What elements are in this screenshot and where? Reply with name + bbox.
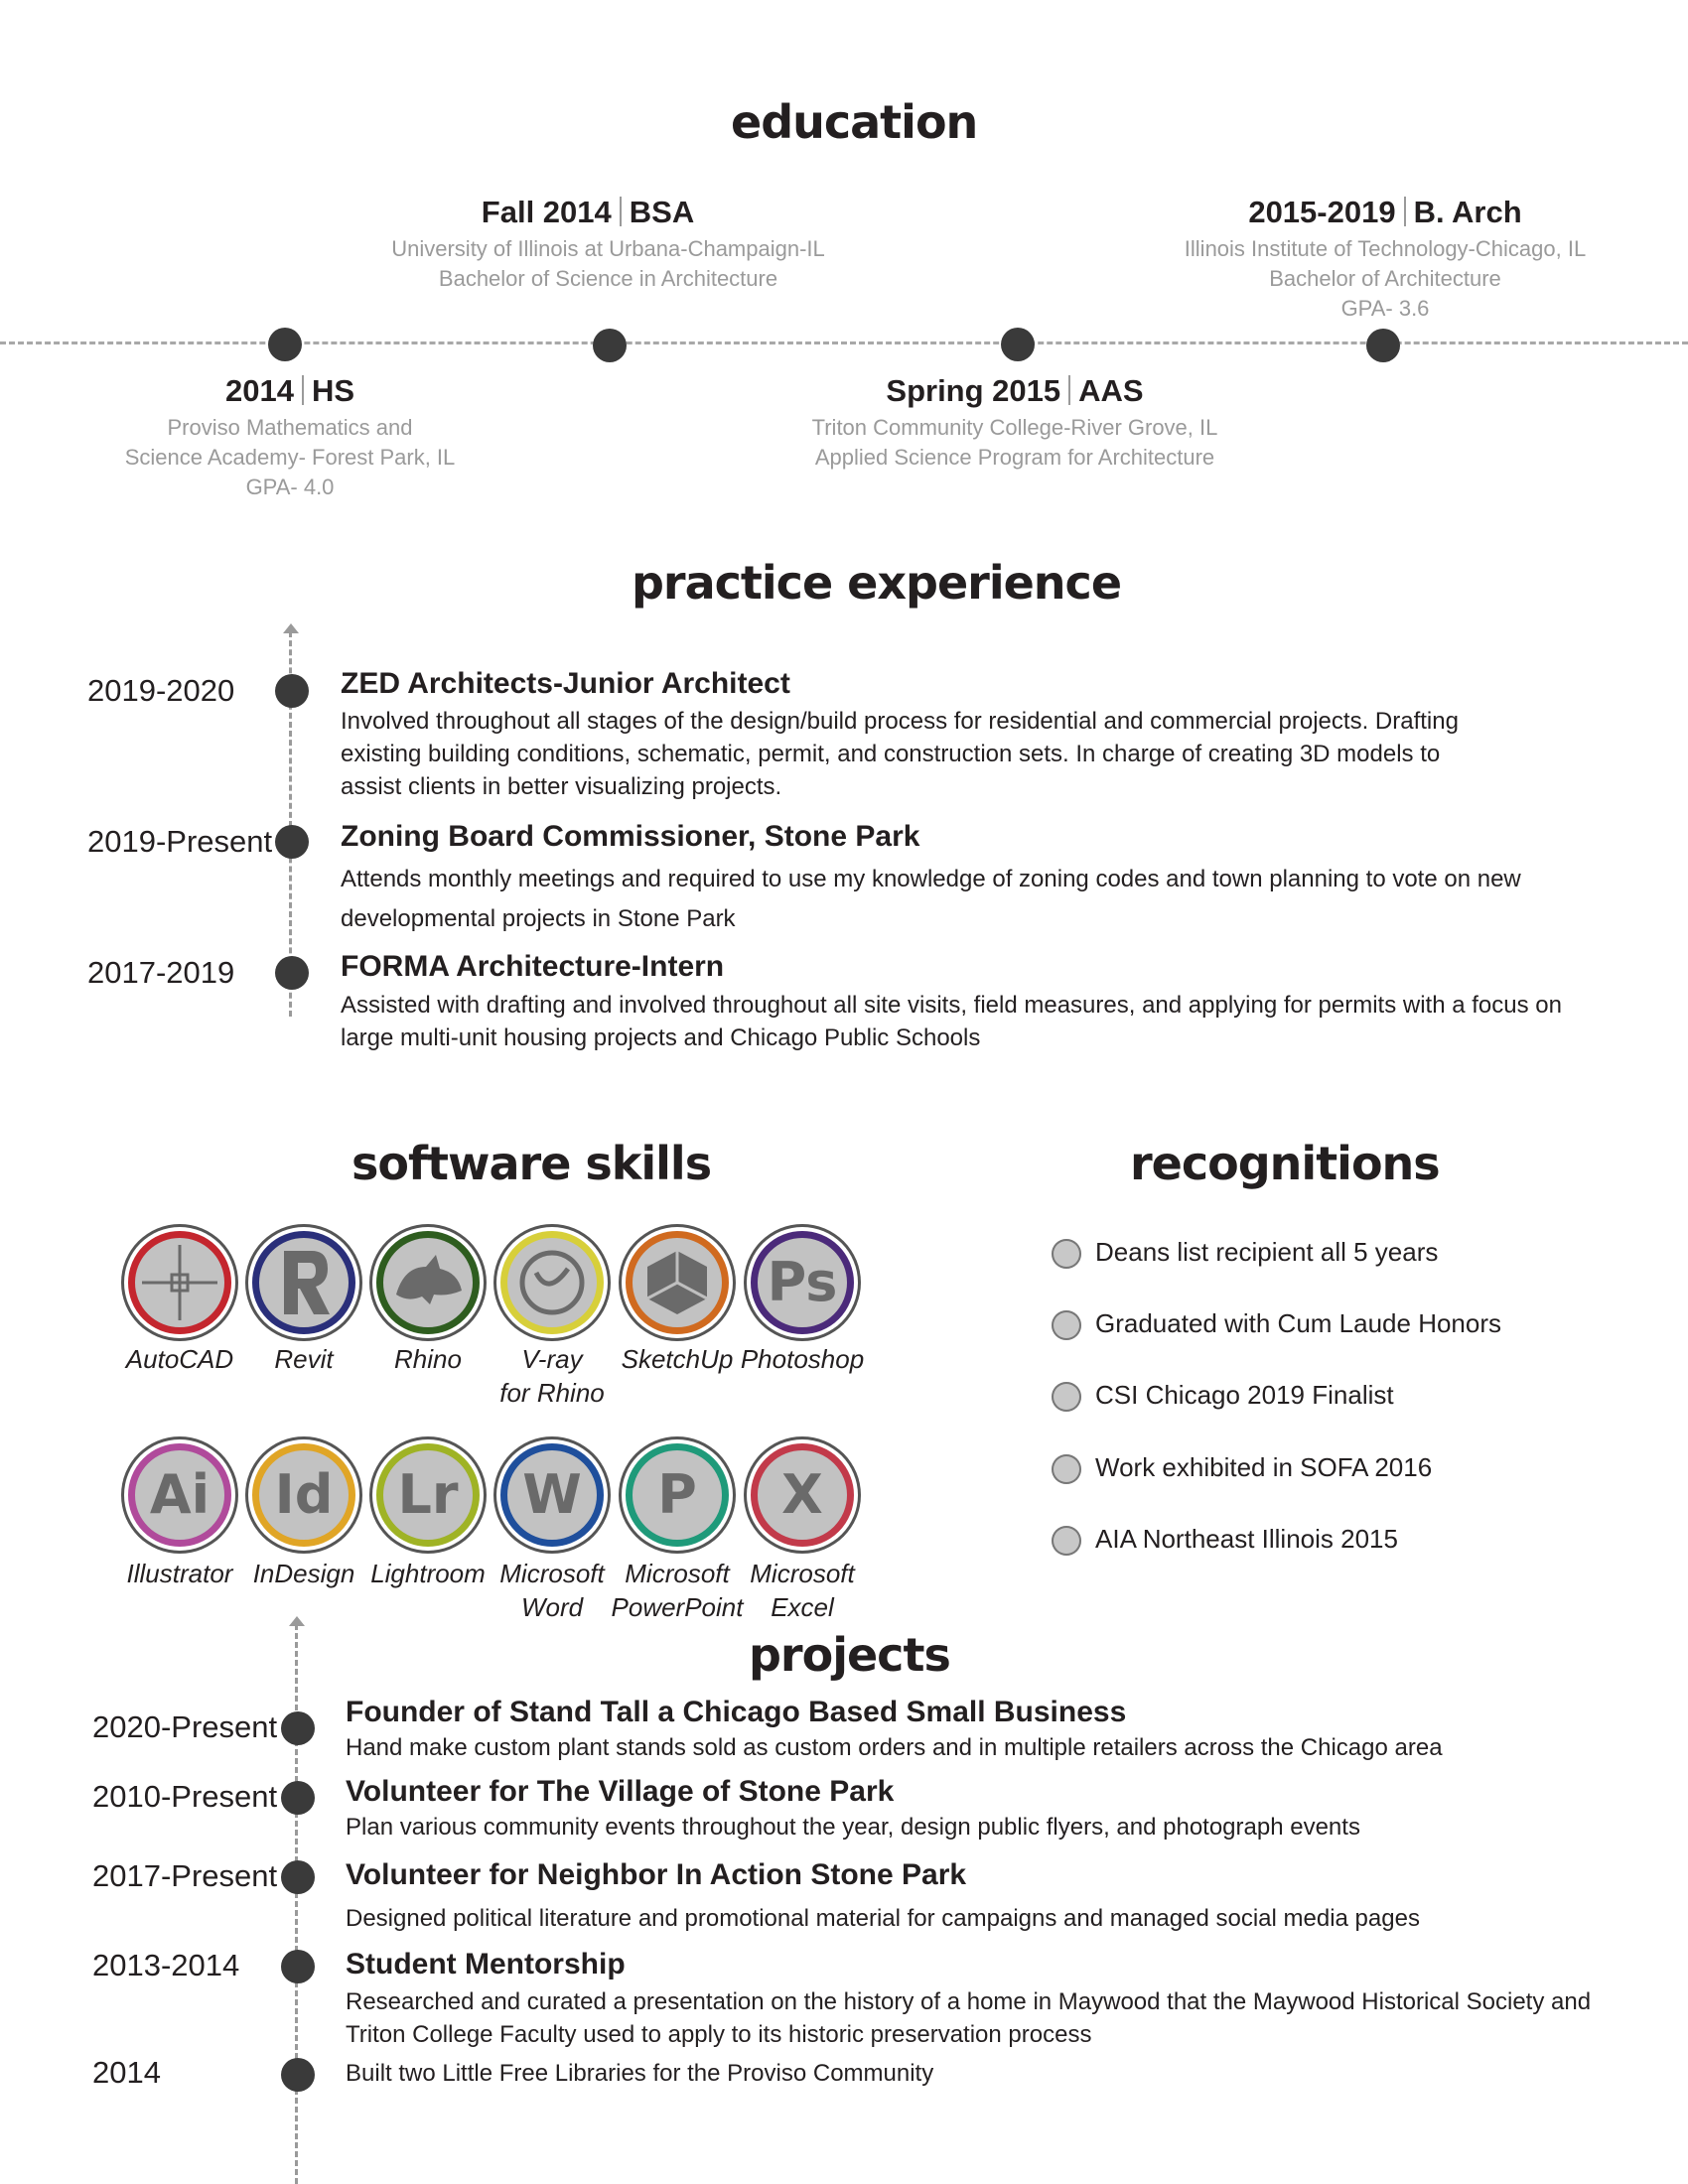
education-school: Illinois Institute of Technology-Chicago, IL xyxy=(1184,236,1587,261)
vray-icon xyxy=(496,1227,608,1338)
autocad-icon xyxy=(124,1227,235,1338)
separator xyxy=(302,375,304,405)
timeline-dot xyxy=(268,328,302,361)
project-title: Volunteer for The Village of Stone Park xyxy=(346,1775,895,1808)
skill-label xyxy=(234,1342,373,1376)
project-description: Built two Little Free Libraries for the Proviso Community xyxy=(346,2060,934,2087)
recognition-item: AIA Northeast Illinois 2015 xyxy=(1095,1524,1398,1554)
skill-label xyxy=(608,1342,747,1376)
award-icon xyxy=(1052,1526,1081,1556)
sketchup-icon xyxy=(622,1227,733,1338)
education-date: Fall 2014 xyxy=(481,195,612,229)
project-years: 2010-Present xyxy=(92,1779,278,1814)
photoshop-icon xyxy=(747,1227,858,1338)
project-title: Volunteer for Neighbor In Action Stone Park xyxy=(346,1858,967,1891)
skill-label xyxy=(608,1557,747,1624)
project-years: 2020-Present xyxy=(92,1709,278,1744)
education-program: Bachelor of Science in Architecture xyxy=(438,266,778,291)
timeline-dot xyxy=(275,956,309,990)
skill-name: V-ray xyxy=(521,1344,583,1374)
education-date: Spring 2015 xyxy=(886,373,1061,408)
education-gpa: GPA- 4.0 xyxy=(245,475,335,499)
skill-name: AutoCAD xyxy=(125,1344,234,1374)
skill-name-line2: for Rhino xyxy=(499,1378,605,1408)
project-title: Student Mentorship xyxy=(346,1948,626,1980)
skill-name: SketchUp xyxy=(621,1344,734,1374)
revit-icon xyxy=(248,1227,359,1338)
skill-name: Photoshop xyxy=(740,1344,865,1374)
graduation-cap-icon xyxy=(1052,1310,1081,1340)
skill-glyph: W xyxy=(522,1463,582,1526)
skill-glyph xyxy=(628,1233,727,1332)
separator xyxy=(1404,197,1406,226)
project-years: 2014 xyxy=(92,2055,161,2090)
practice-experience-title: practice experience xyxy=(632,556,1122,610)
timeline-dot xyxy=(281,1860,315,1894)
education-degree: AAS xyxy=(1078,373,1144,408)
skill-name-line2: PowerPoint xyxy=(611,1592,744,1622)
education-program: Applied Science Program for Architecture xyxy=(814,445,1215,470)
skill-glyph: P xyxy=(657,1463,697,1526)
projects-title: projects xyxy=(749,1628,950,1682)
education-degree: BSA xyxy=(629,195,695,229)
education-degree: B. Arch xyxy=(1413,195,1522,229)
illustrator-icon xyxy=(124,1439,235,1551)
education-entry-heading xyxy=(816,373,1213,409)
skill-glyph: X xyxy=(781,1463,823,1526)
indesign-icon xyxy=(248,1439,359,1551)
skill-label xyxy=(733,1342,872,1376)
education-entry-heading xyxy=(91,373,489,409)
education-date: 2014 xyxy=(224,373,294,408)
education-gpa: GPA- 3.6 xyxy=(1340,296,1430,321)
experience-years: 2019-Present xyxy=(87,824,273,859)
skill-glyph xyxy=(378,1233,478,1332)
project-years: 2013-2014 xyxy=(92,1948,240,1982)
skill-label xyxy=(110,1557,249,1590)
separator xyxy=(1068,375,1070,405)
gallery-icon xyxy=(1052,1454,1081,1484)
skill-glyph xyxy=(502,1233,602,1332)
education-degree: HS xyxy=(311,373,355,408)
experience-description: Involved throughout all stages of the design/build process for residential and commercial projects. Drafting existing building conditions, schematic, permit, and construction sets. In charge of creating 3D models to assist clients in better visualizing projects. xyxy=(341,708,1459,800)
excel-icon xyxy=(747,1439,858,1551)
education-date: 2015-2019 xyxy=(1248,195,1396,229)
education-title: education xyxy=(731,95,978,149)
skill-label xyxy=(110,1342,249,1376)
project-description: Plan various community events throughout the year, design public flyers, and photograph events xyxy=(346,1814,1360,1841)
skill-glyph: Ps xyxy=(767,1251,838,1313)
timeline-dot xyxy=(1366,329,1400,362)
project-description: Researched and curated a presentation on the history of a home in Maywood that the Maywood Historical Society and Triton College Faculty used to apply to its historic preservation process xyxy=(346,1988,1592,2048)
timeline-dot xyxy=(275,674,309,708)
experience-description: Attends monthly meetings and required to use my knowledge of zoning codes and town planning to vote on new developmental projects in Stone Park xyxy=(341,866,1521,932)
powerpoint-icon xyxy=(622,1439,733,1551)
timeline-dot xyxy=(281,1950,315,1983)
skill-name: Microsoft xyxy=(499,1559,605,1588)
education-timeline xyxy=(0,341,1688,344)
recognition-item: Work exhibited in SOFA 2016 xyxy=(1095,1452,1433,1482)
education-school: University of Illinois at Urbana-Champaign-IL xyxy=(391,236,825,261)
skill-name: Revit xyxy=(274,1344,334,1374)
skill-name-line2: Word xyxy=(520,1592,584,1622)
lightroom-icon xyxy=(372,1439,484,1551)
skill-glyph xyxy=(254,1233,353,1332)
project-years: 2017-Present xyxy=(92,1858,278,1893)
separator xyxy=(620,197,622,226)
timeline-dot xyxy=(1001,328,1035,361)
skill-glyph: Ai xyxy=(149,1463,211,1526)
skill-name: Microsoft xyxy=(625,1559,730,1588)
timeline-dot xyxy=(593,329,627,362)
skill-name: Rhino xyxy=(394,1344,462,1374)
education-school: Proviso Mathematics and xyxy=(167,415,413,440)
skill-label xyxy=(483,1342,622,1410)
skill-name: Microsoft xyxy=(750,1559,855,1588)
skill-label xyxy=(358,1342,497,1376)
experience-description: Assisted with drafting and involved throughout all site visits, field measures, and applying for permits with a focus on large multi-unit housing projects and Chicago Public Schools xyxy=(341,992,1562,1051)
skill-label xyxy=(483,1557,622,1624)
skill-name-line2: Excel xyxy=(771,1592,834,1622)
projects-timeline xyxy=(295,1624,298,2184)
skill-name: InDesign xyxy=(252,1559,355,1588)
skill-label xyxy=(234,1557,373,1590)
education-school: Triton Community College-River Grove, IL xyxy=(811,415,1218,440)
experience-title: Zoning Board Commissioner, Stone Park xyxy=(341,820,920,853)
skill-glyph: Lr xyxy=(397,1463,459,1526)
experience-title: FORMA Architecture-Intern xyxy=(341,950,725,983)
list-icon xyxy=(1052,1239,1081,1269)
education-entry-heading xyxy=(389,195,786,230)
recognitions-title: recognitions xyxy=(1130,1137,1440,1190)
experience-years: 2019-2020 xyxy=(87,673,235,708)
timeline-dot xyxy=(281,2058,315,2092)
education-entry-heading xyxy=(1187,195,1584,230)
timeline-dot xyxy=(281,1781,315,1815)
skill-label xyxy=(733,1557,872,1624)
project-title: Founder of Stand Tall a Chicago Based Small Business xyxy=(346,1696,1127,1728)
skill-glyph: Id xyxy=(274,1463,334,1526)
software-skills-title: software skills xyxy=(352,1137,712,1190)
recognition-item: Graduated with Cum Laude Honors xyxy=(1095,1308,1502,1338)
skill-glyph xyxy=(130,1233,229,1332)
recognition-item: CSI Chicago 2019 Finalist xyxy=(1095,1380,1394,1410)
skill-name: Illustrator xyxy=(126,1559,233,1588)
project-description: Hand make custom plant stands sold as custom orders and in multiple retailers across the Chicago area xyxy=(346,1734,1443,1761)
education-school-line2: Science Academy- Forest Park, IL xyxy=(124,445,456,470)
recognition-item: Deans list recipient all 5 years xyxy=(1095,1237,1439,1267)
experience-years: 2017-2019 xyxy=(87,955,235,990)
medal-icon xyxy=(1052,1382,1081,1412)
rhino-icon xyxy=(372,1227,484,1338)
word-icon xyxy=(496,1439,608,1551)
timeline-dot xyxy=(281,1711,315,1745)
project-description: Designed political literature and promotional material for campaigns and managed social media pages xyxy=(346,1905,1420,1932)
skill-label xyxy=(358,1557,497,1590)
skill-name: Lightroom xyxy=(370,1559,486,1588)
experience-title: ZED Architects-Junior Architect xyxy=(341,667,790,700)
timeline-dot xyxy=(275,825,309,859)
education-program: Bachelor of Architecture xyxy=(1269,266,1501,291)
